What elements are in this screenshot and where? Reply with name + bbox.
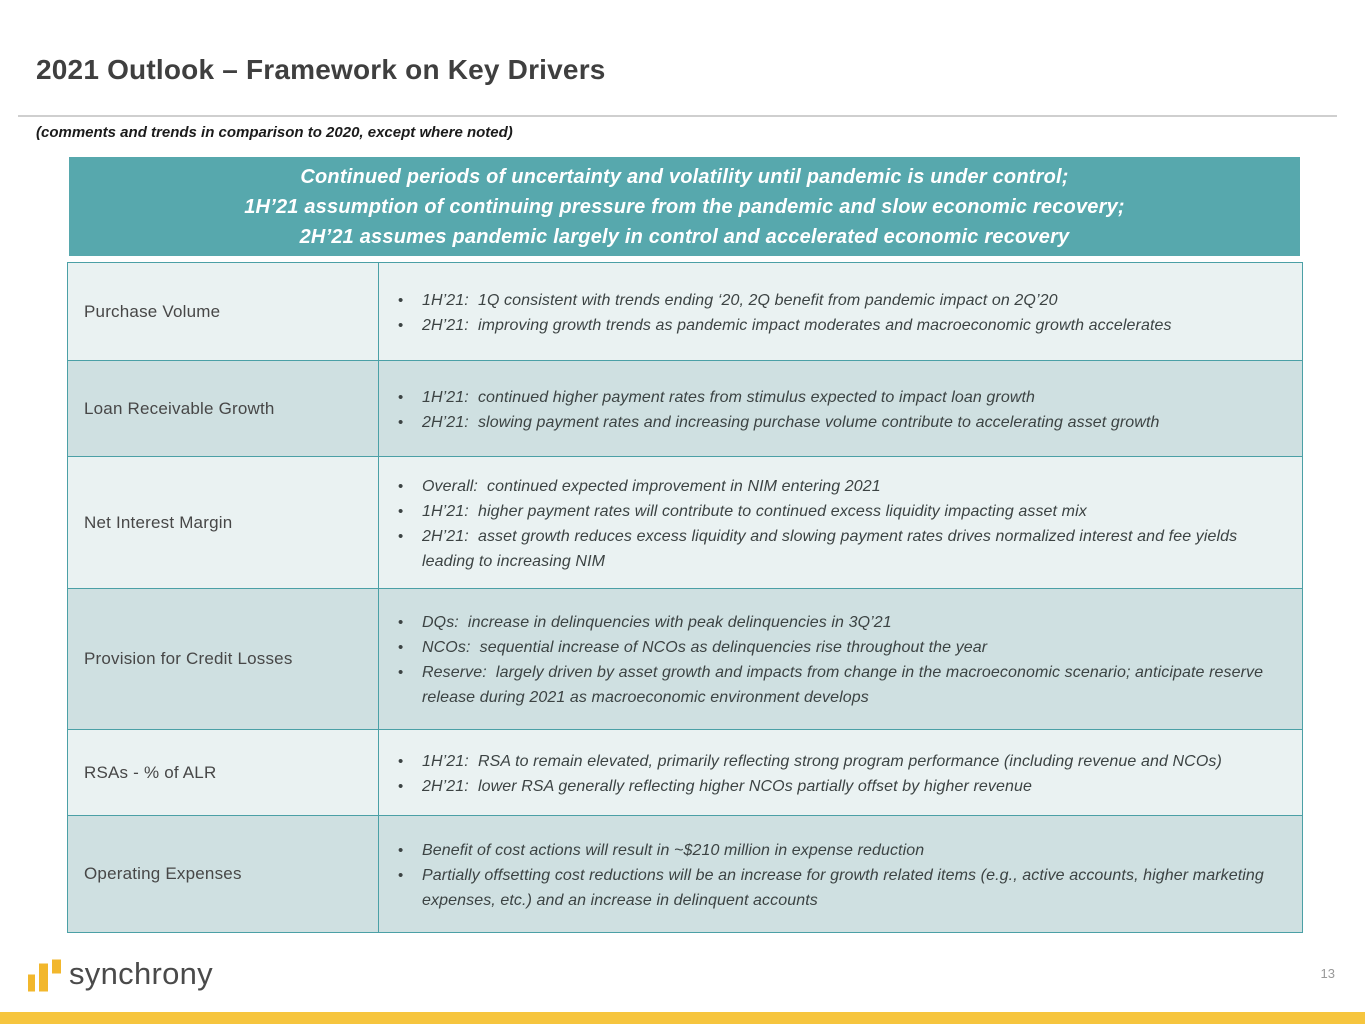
row-bullets (379, 361, 1302, 456)
bullet-item: • 1H’21: continued higher payment rates from stimulus expected to impact loan growth (383, 385, 1284, 410)
bullet-item: • Overall: continued expected improvement in NIM entering 2021 (383, 474, 1284, 499)
banner-line: 2H’21 assumes pandemic largely in control and accelerated economic recovery (299, 225, 1070, 248)
bullet-list (383, 288, 1284, 338)
page-number: 13 (1320, 966, 1335, 981)
bullet-list (383, 474, 1284, 574)
bullet-item: • 1H’21: higher payment rates will contribute to continued excess liquidity impacting asset mix (383, 499, 1284, 524)
bullet-list (383, 838, 1284, 913)
bullet-item: • 1H’21: 1Q consistent with trends ending ‘20, 2Q benefit from pandemic impact on 2Q’20 (383, 288, 1284, 313)
bullet-item: • 2H’21: slowing payment rates and increasing purchase volume contribute to accelerating asset growth (383, 410, 1284, 435)
table-row (68, 729, 1302, 815)
bullet-list (383, 385, 1284, 435)
bullet-item: • Benefit of cost actions will result in ~$210 million in expense reduction (383, 838, 1284, 863)
bottom-accent-bar (0, 1012, 1365, 1024)
row-label: Provision for Credit Losses (68, 589, 379, 729)
bullet-item: • DQs: increase in delinquencies with peak delinquencies in 3Q’21 (383, 610, 1284, 635)
row-label: Loan Receivable Growth (68, 361, 379, 456)
table-row (68, 360, 1302, 456)
bullet-item: • 2H’21: asset growth reduces excess liquidity and slowing payment rates drives normalized interest and fee yields leading to increasing NIM (383, 524, 1284, 574)
key-drivers-table (67, 262, 1303, 933)
bullet-item: • 2H’21: improving growth trends as pandemic impact moderates and macroeconomic growth accelerates (383, 313, 1284, 338)
banner-line: 1H’21 assumption of continuing pressure from the pandemic and slow economic recovery; (244, 195, 1125, 218)
title-divider (18, 115, 1337, 117)
bullet-item: • 1H’21: RSA to remain elevated, primarily reflecting strong program performance (including revenue and NCOs) (383, 749, 1284, 774)
synchrony-logo-icon (28, 958, 61, 993)
table-row (68, 815, 1302, 932)
row-bullets (379, 730, 1302, 815)
synchrony-logo (28, 950, 213, 1000)
row-label: Operating Expenses (68, 816, 379, 932)
bullet-item: • Partially offsetting cost reductions will be an increase for growth related items (e.g., active accounts, higher marketing expenses, etc.) and an increase in delinquent accounts (383, 863, 1284, 913)
page-title: 2021 Outlook – Framework on Key Drivers (36, 54, 606, 85)
table-row (68, 456, 1302, 588)
banner-line: Continued periods of uncertainty and volatility until pandemic is under control; (300, 165, 1069, 188)
bullet-list (383, 610, 1284, 710)
row-label: Net Interest Margin (68, 457, 379, 588)
bullet-item: • 2H’21: lower RSA generally reflecting higher NCOs partially offset by higher revenue (383, 774, 1284, 799)
subtitle-note: (comments and trends in comparison to 2020, except where noted) (36, 124, 513, 141)
table-row (68, 588, 1302, 729)
row-label: Purchase Volume (68, 263, 379, 360)
row-bullets (379, 816, 1302, 932)
synchrony-logo-text: synchrony (69, 955, 213, 991)
row-bullets (379, 589, 1302, 729)
row-bullets (379, 263, 1302, 360)
row-bullets (379, 457, 1302, 588)
bullet-list (383, 749, 1284, 799)
assumptions-banner (69, 157, 1300, 256)
bullet-item: • Reserve: largely driven by asset growth and impacts from change in the macroeconomic scenario; anticipate reserve release during 2021 as macroeconomic environment develops (383, 660, 1284, 710)
table-row (68, 263, 1302, 360)
row-label: RSAs - % of ALR (68, 730, 379, 815)
bullet-item: • NCOs: sequential increase of NCOs as delinquencies rise throughout the year (383, 635, 1284, 660)
